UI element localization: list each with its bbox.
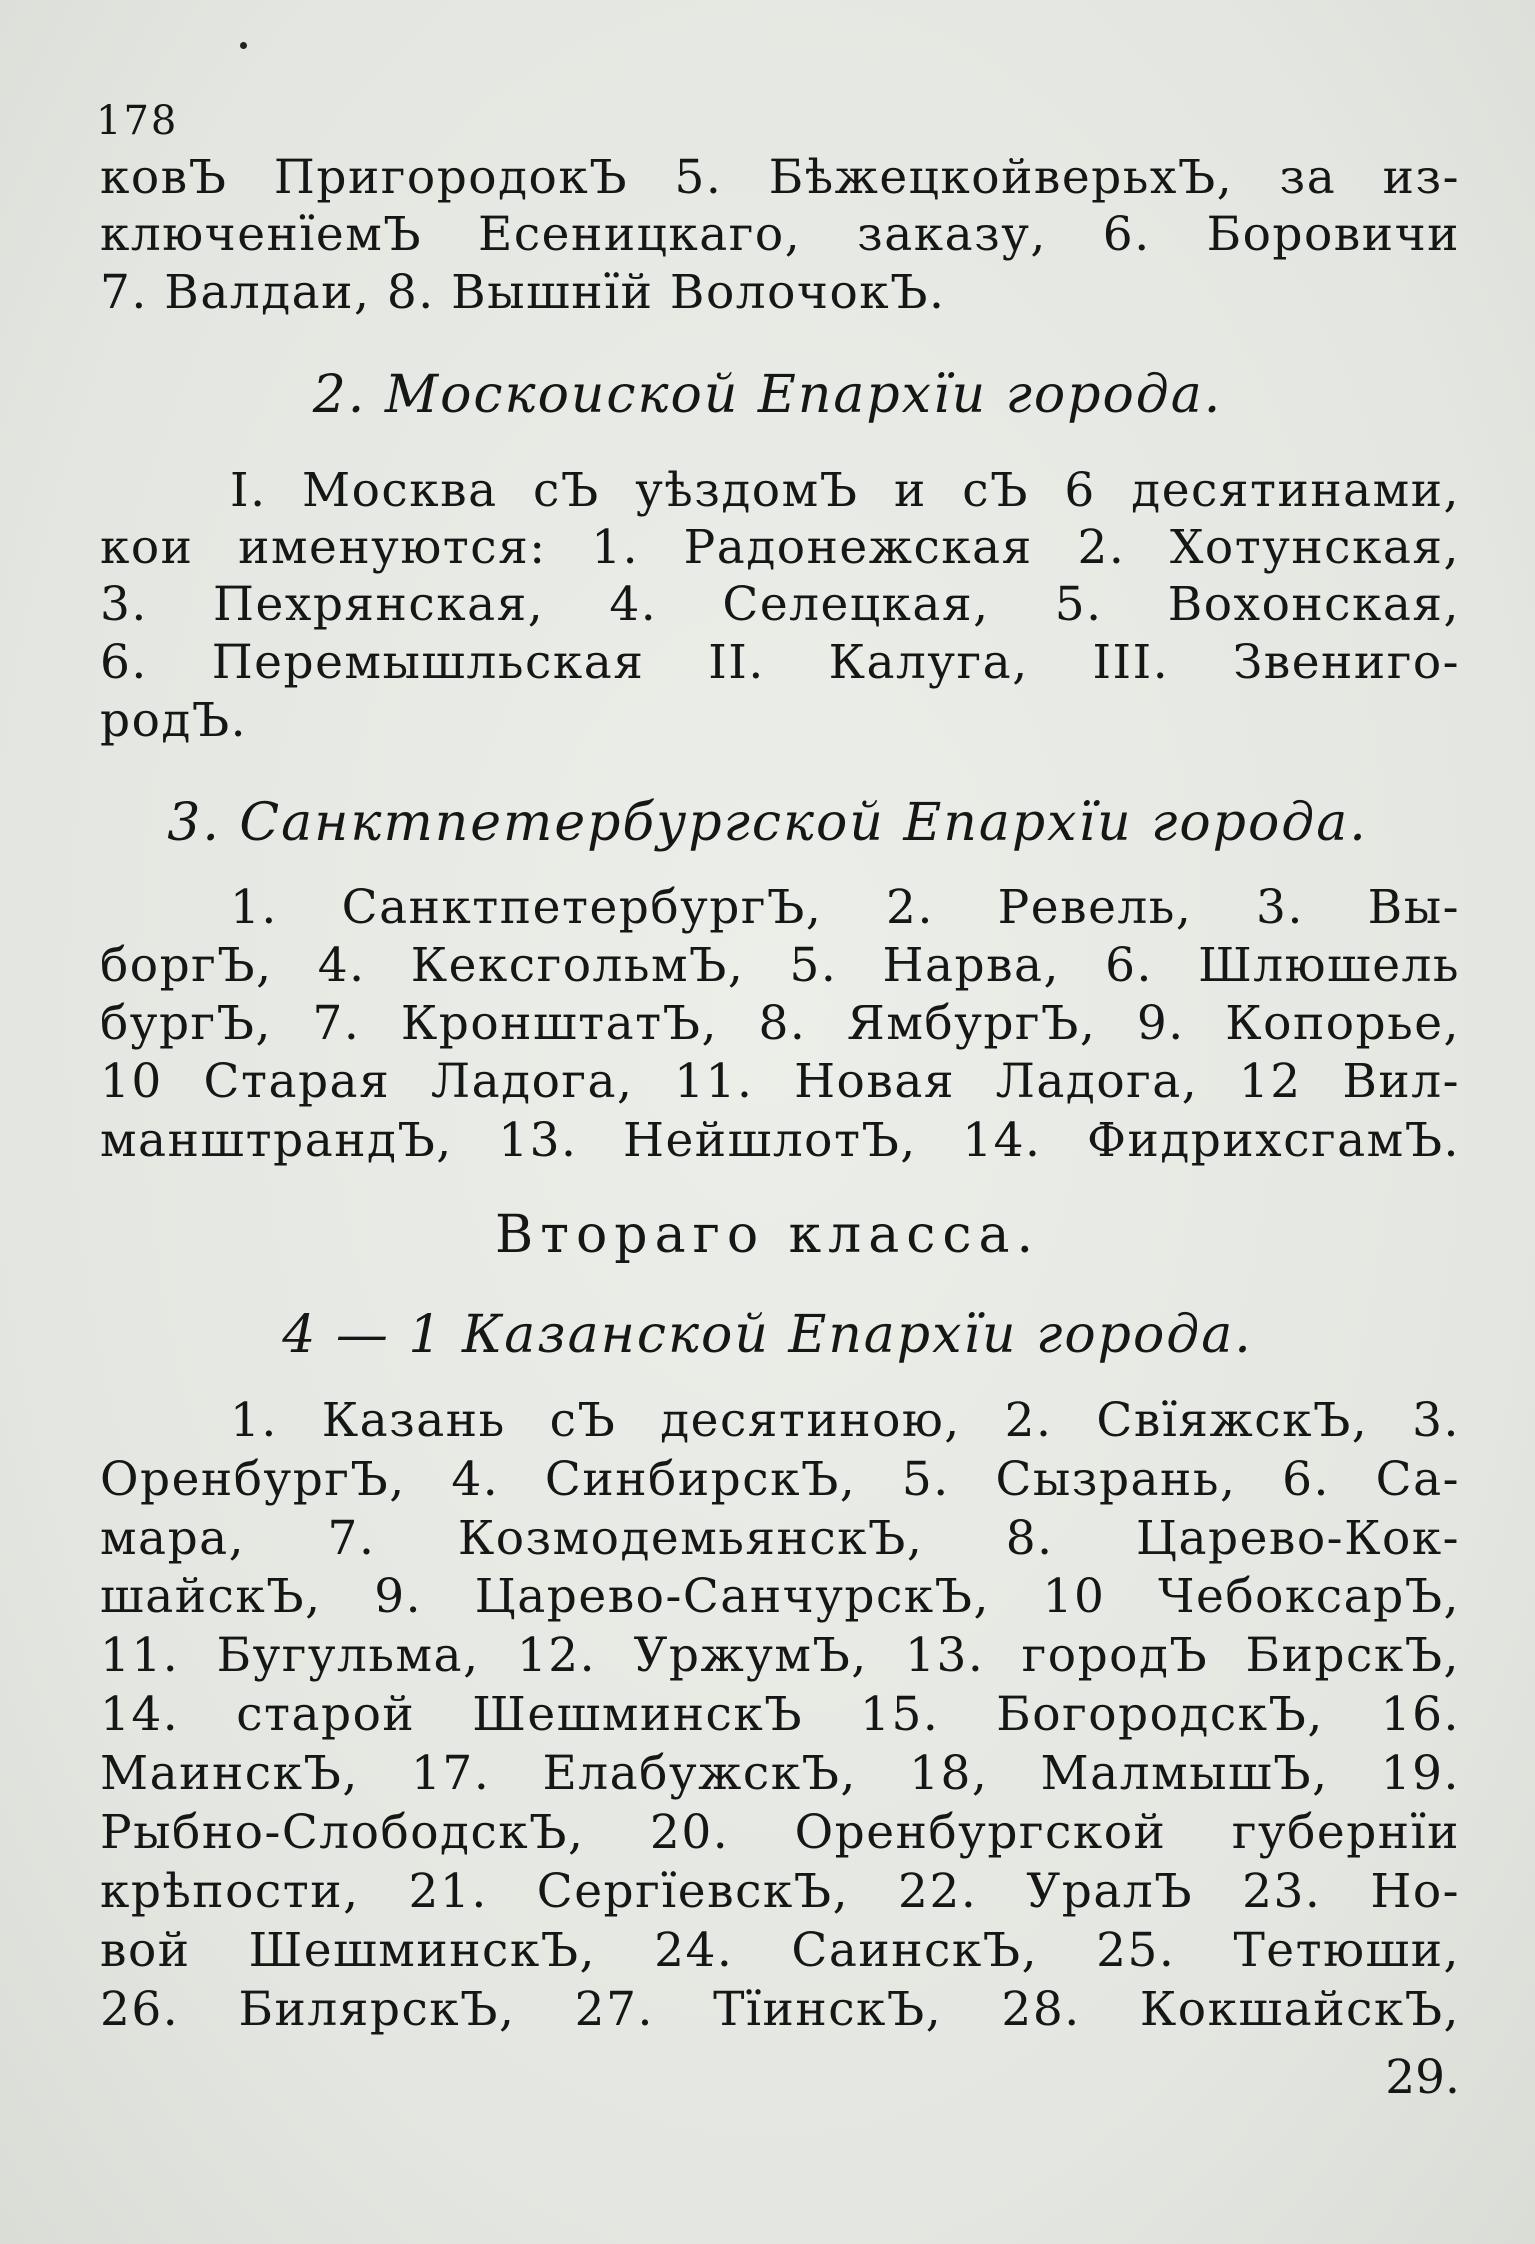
text-line: мара, 7. КозмодемьянскЪ, 8. Царево-Кок- [100,1511,1460,1566]
text-line: 11. Бугульма, 12. УржумЪ, 13. городЪ БирскЪ, [100,1628,1460,1683]
text-line: МаинскЪ, 17. ЕлабужскЪ, 18, МалмышЪ, 19. [100,1746,1460,1801]
page-number: 178 [96,98,179,144]
text-line: 1. Казань сЪ десятиною, 2. СвїяжскЪ, 3. [230,1393,1460,1448]
text-line: крѣпости, 21. СергїевскЪ, 22. УралЪ 23. Но- [100,1864,1460,1919]
section-heading: 3. Санктпетербургской Епархїи города. [167,793,1368,853]
text-line: 14. старой ШешминскЪ 15. БогородскЪ, 16. [100,1687,1460,1742]
text-line: боргЪ, 4. КексгольмЪ, 5. Нарва, 6. Шлюшель [100,938,1460,993]
text-line: 26. БилярскЪ, 27. ТїинскЪ, 28. КокшайскЪ, [100,1982,1460,2037]
text-line: I. Москва сЪ уѣздомЪ и сЪ 6 десятинами, [230,463,1460,518]
text-line: Рыбно-СлободскЪ, 20. Оренбургской губернїи [100,1805,1460,1860]
text-line: ОренбургЪ, 4. СинбирскЪ, 5. Сызрань, 6. Са- [100,1452,1460,1507]
class-heading: Втораго класса. [495,1205,1040,1265]
catchword: 29. [1385,2050,1460,2105]
text-line: 1. СанктпетербургЪ, 2. Ревель, 3. Вы- [230,880,1460,935]
section-heading: 2. Москоиской Епархїи города. [312,365,1223,425]
text-line: вой ШешминскЪ, 24. СаинскЪ, 25. Тетюши, [100,1923,1460,1978]
text-line: бургЪ, 7. КронштатЪ, 8. ЯмбургЪ, 9. Копорье, [100,996,1460,1051]
text-line: 7. Валдаи, 8. Вышнїй ВолочокЪ. [100,265,946,320]
text-line: кои именуются: 1. Радонежская 2. Хотунская, [100,520,1460,575]
text-line: 3. Пехрянская, 4. Селецкая, 5. Вохонская, [100,577,1460,632]
section-heading: 4 — 1 Казанской Епархїи города. [282,1305,1253,1365]
text-line: ключенїемЪ Есеницкаго, заказу, 6. Боровичи [100,207,1460,262]
text-line: 6. Перемышльская II. Калуга, III. Звениго- [100,635,1460,690]
text-line: ковЪ ПригородокЪ 5. БѣжецкойверьхЪ, за из- [100,150,1460,205]
text-line: 10 Старая Ладога, 11. Новая Ладога, 12 Вил- [100,1054,1460,1109]
text-line: манштрандЪ, 13. НейшлотЪ, 14. ФидрихсгамЪ. [100,1113,1460,1168]
ink-speck [240,42,247,49]
text-line: родЪ. [100,693,248,748]
text-line: шайскЪ, 9. Царево-СанчурскЪ, 10 ЧебоксарЪ, [100,1569,1460,1624]
